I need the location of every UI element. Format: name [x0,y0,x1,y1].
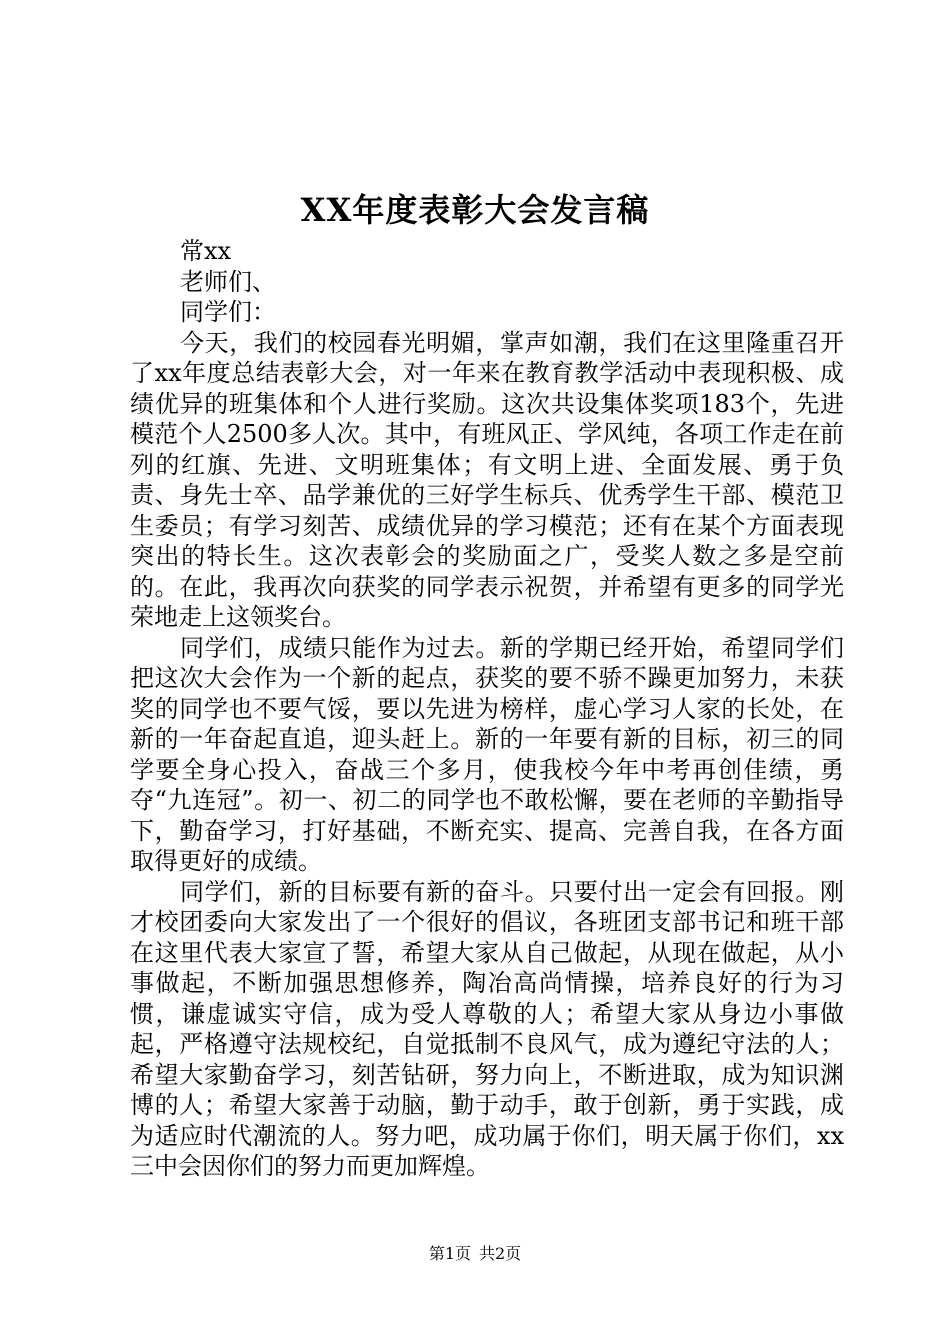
body-paragraph: 同学们，成绩只能作为过去。新的学期已经开始，希望同学们把这次大会作为一个新的起点，获奖的要不骄不躁更加努力，未获奖的同学也不要气馁，要以先进为榜样，虚心学习人家的长处，在新的一年奋起直追，迎头赶上。新的一年要有新的目标，初三的同学要全身心投入，奋战三个多月，使我校今年中考再创佳绩，勇夺“九连冠”。初一、初二的同学也不敢松懈，要在老师的辛勤指导下，勤奋学习，打好基础，不断充实、提高、完善自我，在各方面取得更好的成绩。 [130,633,844,875]
body-paragraph: 今天，我们的校园春光明媚，掌声如潮，我们在这里隆重召开了xx年度总结表彰大会，对一年来在教育教学活动中表现积极、成绩优异的班集体和个人进行奖励。这次共设集体奖项183个，先进模范个人2500多人次。其中，有班风正、学风纯，各项工作走在前列的红旗、先进、文明班集体；有文明上进、全面发展、勇于负责、身先士卒、品学兼优的三好学生标兵、优秀学生干部、模范卫生委员；有学习刻苦、成绩优异的学习模范；还有在某个方面表现突出的特长生。这次表彰会的奖励面之广，受奖人数之多是空前的。在此，我再次向获奖的同学表示祝贺，并希望有更多的同学光荣地走上这领奖台。 [130,328,844,631]
body-paragraph: 同学们，新的目标要有新的奋斗。只要付出一定会有回报。刚才校团委向大家发出了一个很好的倡议，各班团支部书记和班干部在这里代表大家宣了誓，希望大家从自己做起，从现在做起，从小事做起，不断加强思想修养，陶冶高尚情操，培养良好的行为习惯，谦虚诚实守信，成为受人尊敬的人；希望大家从身边小事做起，严格遵守法规校纪，自觉抵制不良风气，成为遵纪守法的人；希望大家勤奋学习，刻苦钻研，努力向上，不断进取，成为知识渊博的人；希望大家善于动脑，勤于动手，敢于创新，勇于实践，成为适应时代潮流的人。努力吧，成功属于你们，明天属于你们，xx三中会因你们的努力而更加辉煌。 [130,877,844,1180]
document-title: XX年度表彰大会发言稿 [300,191,650,229]
salutation-line: 老师们、 [180,267,276,296]
page-footer [0,1243,950,1265]
salutation-line: 同学们： [180,298,276,326]
document-body [130,236,844,1182]
page-number: 第1页 [428,1244,471,1263]
page-total: 共2页 [479,1244,522,1263]
salutation-line: 常xx [180,237,232,265]
